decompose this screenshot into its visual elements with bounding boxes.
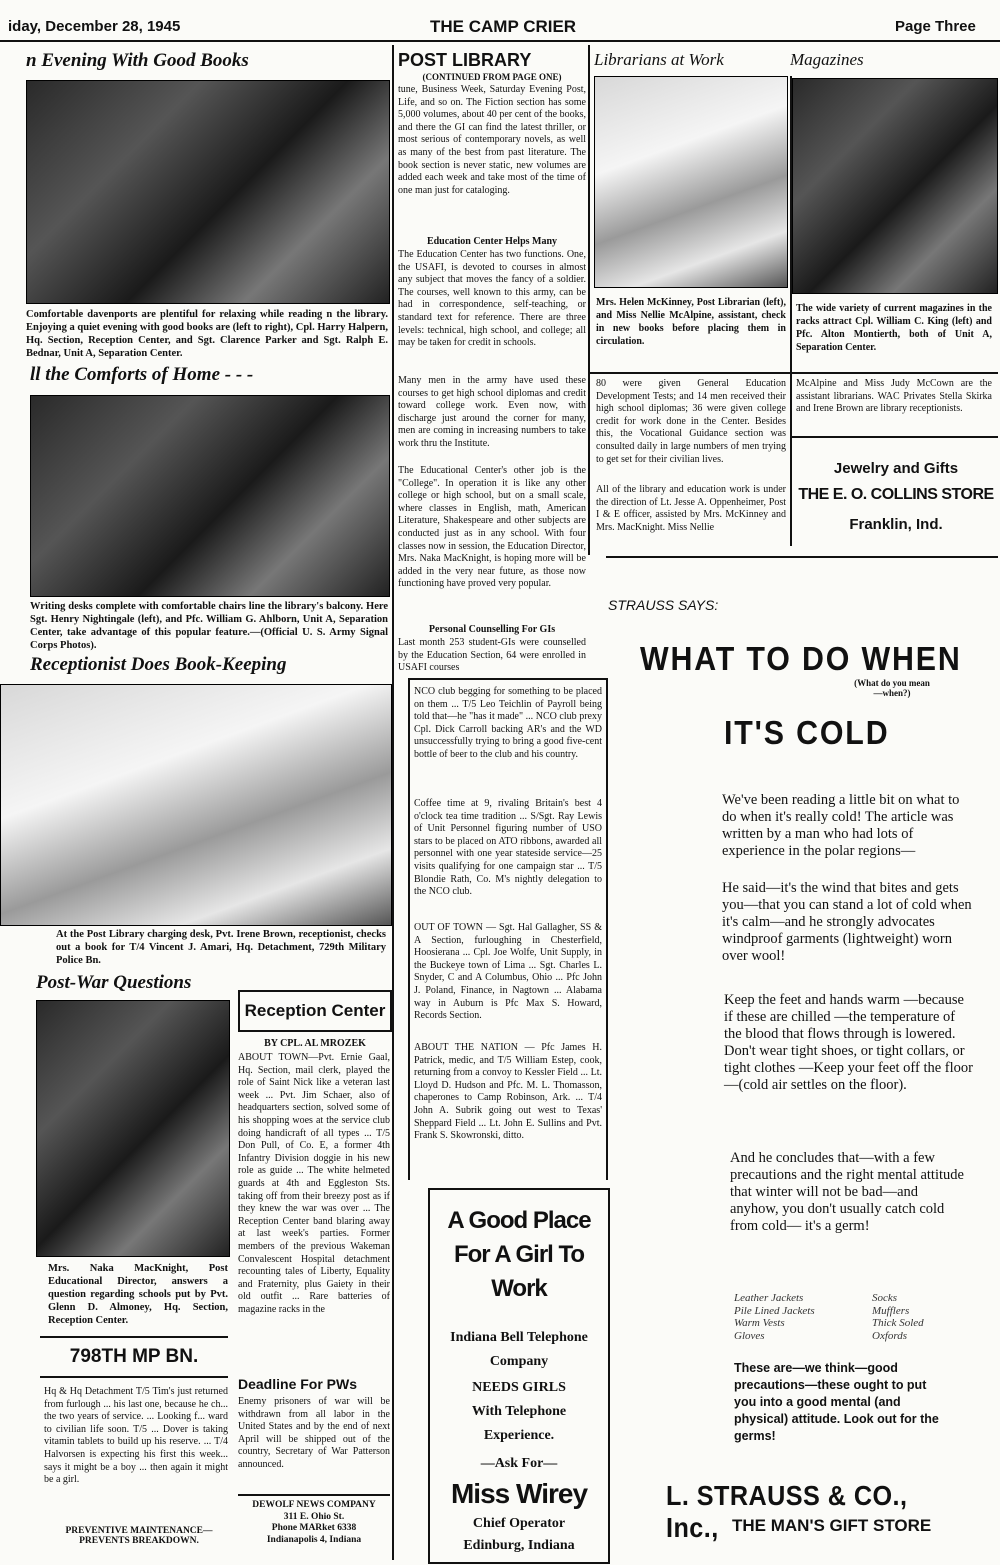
list-item: Pile Lined Jackets [734,1304,815,1317]
collins-location: Franklin, Ind. [849,516,943,533]
rule-dewolf [238,1494,390,1496]
rule-under-photos [590,372,998,374]
rule-collins-top [792,436,998,438]
rule-nco [408,678,608,680]
post-library-head: POST LIBRARY [398,50,532,70]
list-item: Thick Soled [872,1317,924,1329]
strauss-tagline: THE MAN'S GIFT STORE [732,1516,932,1535]
strauss-says: STRAUSS SAYS: [608,597,719,613]
column-rule-1 [392,45,394,1560]
list-item: Socks [872,1292,898,1304]
bell-contact-role: Chief Operator [472,1516,566,1531]
library-para-1: tune, Business Week, Saturday Evening Post, Life, and so on. The Fiction section has some 5,000 volumes, about 40 per cent of the books, and there the GI can find the latest thriller, or most serious of contemporary novels, as well as many of the best from past literature. The book section is never static, new volumes are added each week and take most of the time of one man just for cataloging. [398,84,586,196]
strauss-aside: (What do you mean—when?) [854,678,930,698]
strauss-list-right [872,1292,962,1342]
reception-center-body: ABOUT TOWN—Pvt. Ernie Gaal, Hq. Section, mail clerk, played the role of Saint Nick like a veteran last week ... Pvt. Jim Schaer, also of headquarters section, solved some of his shopping woes at the service club doing handicraft of all types ... T/5 Don Pull, of Co. E, a former 4th Infantry Division doggie in his new role as guide ... The white helmeted guards at 4th and Eggleston Sts. taking off from their breezy post as if they knew the war was over ... The Reception Center band blaring away at last week's parties. Former members of the previous Wakeman Convalescent Hospital detachment recounting tales of Liberty, Equality and Fraternity, plus Gaiety in their old outfit ... Rare batteries of magazine racks in the [238,1052,390,1315]
nco-club-para: NCO club begging for something to be placed on them ... T/5 Leo Teichlin of Payroll being told that—he "has it made" ... NCO club prexy Cpl. Dick Carroll backing AR's and the WD unsuccessfully trying to bring a good five-cent bottle of beer to the club and his country. [414,686,602,760]
library-para-2: The Education Center has two functions. One, the USAFI, is devoted to courses in almost any subject that moves the fancy of a soldier. The courses, well known to this army, can be had in correspondence, self-teaching, or standard text for reference. There are three levels: technical, high school, and college; all may be taken for credit in schools. [398,249,586,349]
strauss-para-4: And he concludes that—with a few precautions and the right mental attitude that winter will not be bad—and anyhow, you don't usually catch cold from cold— it's a germ! [730,1150,964,1234]
photo-education-director [36,1000,230,1257]
bell-contact-name: Miss Wirey [450,1478,588,1509]
caption-education-director: Mrs. Naka MacKnight, Post Educational Director, answers a question regarding schools put by Pvt. Glenn D. Almoney, Hq. Section, Reception Center. [48,1263,228,1326]
coffee-time-para: Coffee time at 9, rivaling Britain's best 4 o'clock tea time tradition ... S/Sgt. Ray Lewis of Unit Personnel figuring number of USO stars to be placed on ATO ribbons, awarded all personnel with one year stateside service—25 visits qualifying for one campaign star ... T/5 Blondie Rath, Co. M's nightly delegation to the NCO club. [414,798,602,898]
caption-magazines: The wide variety of current magazines in the racks attract Cpl. William C. King (left) and Pfc. Alton Montierth, both of Unit A, Separation Center. [796,303,992,353]
page-number: Page Three [895,18,976,35]
mp-battalion-body: Hq & Hq Detachment T/5 Tim's just returned from furlough ... his last one, because he ch... the two years of service. ... Looking f... ward to civilian life soon. T/5 ... Dover is taking vitamin tablets to build up his reserve. ... T/4 Halvorsen is expecting his first this week... says it might be a boy ... then again it might be a girl. [44,1386,228,1486]
list-item: Leather Jackets [734,1292,804,1304]
mp-footer: PREVENTIVE MAINTENANCE— PREVENTS BREAKDOWN. [65,1526,213,1546]
library-para-7: All of the library and education work is under the direction of Lt. Jesse A. Oppenheimer, Post I & E officer, assisted by Mrs. McKinney and Mrs. MacKnight. Miss Nellie [596,484,786,533]
library-para-5: Last month 253 student-GIs were counselled by the Education Section, 64 were enrolled in USAFI courses [398,637,586,674]
education-center-sub: Education Center Helps Many [426,236,558,247]
bell-headline: A Good Place For A Girl To Work [447,1207,591,1302]
strauss-para-3: Keep the feet and hands warm —because if these are chilled —the temperature of the blood that flows through is lowered. Don't wear tight shoes, or tight collars, or tight clothes —Keep your feet off the floor —(cold air settles on the floor). [724,992,973,1093]
strauss-headline-2: IT'S COLD [724,714,890,751]
strauss-para-2: He said—it's the wind that bites and gets you—that you can stand a lot of cold when it's calm—and he strongly advocates windproof garments (lightweight) worn over wool! [722,880,972,964]
photo-magazines [792,78,998,294]
dewolf-phone: Phone MARket 6338 [271,1523,357,1533]
caption-librarians: Mrs. Helen McKinney, Post Librarian (left), and Miss Nellie McAlpine, assistant, check in new books before placing them in circulation. [596,297,786,347]
photo-readers [26,80,390,304]
dewolf-name: DEWOLF NEWS COMPANY [252,1500,376,1510]
rule-mp-2 [40,1376,228,1378]
column-rule-3 [790,76,792,546]
strauss-list-left [734,1292,854,1342]
issue-date: iday, December 28, 1945 [8,18,181,35]
about-the-nation-para: ABOUT THE NATION — Pfc James H. Patrick, medic, and T/5 William Estep, cook, returning from a convoy to Kessler Field ... Lt. Lloyd D. Hudson and Pfc. M. L. Thomasson, chaperones to Camp Robinson, Ark. ... T/4 John A. Subrik going out west to Texas' Sheppard Field ... Lt. John E. Sullins and Pvt. Frank S. Skowronski, ditto. [414,1042,602,1142]
reception-center-head: Reception Center [244,1001,386,1020]
bell-needs: NEEDS GIRLS [472,1380,566,1395]
dewolf-ad [238,1500,390,1546]
mp-battalion-head: 798TH MP BN. [69,1346,199,1367]
library-para-8: McAlpine and Miss Judy McCown are the assistant librarians. WAC Privates Stella Skirka and Irene Brown are library receptionists. [796,378,992,415]
newspaper-title: THE CAMP CRIER [430,17,577,36]
bell-with: With Telephone Experience. [471,1404,567,1443]
column-rule-inner-right [606,678,608,1180]
list-item: Gloves [734,1329,765,1342]
headline-receptionist: Receptionist Does Book-Keeping [30,654,287,675]
dewolf-street: 311 E. Ohio St. [283,1511,345,1522]
bell-company: Indiana Bell Telephone Company [450,1330,588,1369]
caption-writing-desks: Writing desks complete with comfortable chairs line the library's balcony. Here Sgt. Henry Nightingale (left), and Pfc. William G. Ahlborn, Unit A, Separation Center, take advantage of this popular feature.—(Official U. S. Army Signal Corps Photos). [30,601,388,651]
reception-center-headbox [238,990,392,1032]
bell-ask: —Ask For— [480,1456,558,1471]
list-item: Mufflers [872,1304,910,1317]
column-rule-inner-left [408,678,410,1180]
headline-evening-books: n Evening With Good Books [26,50,249,71]
column-rule-2 [588,45,590,555]
collins-store-name: THE E. O. COLLINS STORE [798,486,994,503]
photo-charging-desk [0,684,392,926]
photo-librarians [594,76,788,288]
collins-line-1: Jewelry and Gifts [833,460,959,477]
headline-librarians: Librarians at Work [594,50,724,69]
strauss-para-1: We've been reading a little bit on what to do when it's really cold! The article was written by a man who had lots of experience in the polar regions— [722,792,960,859]
headline-post-war: Post-War Questions [36,972,192,993]
rule-strauss-top [606,556,998,558]
list-item: Warm Vests [734,1317,785,1329]
dewolf-city: Indianapolis 4, Indiana [266,1534,362,1545]
headline-comforts: ll the Comforts of Home - - - [30,364,254,385]
strauss-store-name: L. STRAUSS & CO., Inc., [666,1480,908,1543]
caption-readers: Comfortable davenports are plentiful for relaxing while reading n the library. Enjoying a quiet evening with good books are (left to right), Cpl. Harry Halpern, Hq. Section, Reception Center, and Sgt. Clarence Parker and Sgt. Ralph E. Bednar, Unit A, Separation Center. [26,309,388,359]
list-item: Oxfords [872,1329,908,1342]
deadline-head: Deadline For PWs [238,1376,358,1392]
rule-mp [40,1336,228,1338]
library-para-6: 80 were given General Education Development Tests; and 14 men received their high school diplomas; 36 were given college credit for work done in the Center. Besides this, the Vocational Guidance section was consulted daily in large numbers of men trying to get set for their civilian lives. [596,378,786,465]
photo-writing-desks [30,395,390,597]
headline-magazines: Magazines [790,50,864,69]
out-of-town-para: OUT OF TOWN — Sgt. Hal Gallagher, SS & A Section, furloughing in Chesterfield, Hoosierana ... Cpl. Joe Wolfe, Unit Supply, in the Buckeye town of Lima ... Sgt. Charles L. Snyder, C and A Columbus, Ohio ... Pfc John J. Poland, Finance, in Nagtown ... Alabama way in Auburn is Pfc Max S. Howard, Records Section. [414,922,602,1022]
library-para-4: The Educational Center's other job is the "College". In operation it is like any other college or high school, but on a small scale, where classes in English, math, American Literature, Shakespeare and other subjects are conducted just as in any school. With four classes now in session, the Education Director, Mrs. Naka MacKnight, is hoping more will be added in the very near future, as those now functioning have proved very popular. [398,465,586,590]
bell-contact-place: Edinburg, Indiana [463,1538,575,1553]
strauss-para-5: These are—we think—good precautions—these ought to put you into a good mental (and physical) attitude. Look out for the germs! [734,1361,939,1443]
reception-center-byline: BY CPL. AL MROZEK [264,1038,366,1049]
caption-charging-desk: At the Post Library charging desk, Pvt. Irene Brown, receptionist, checks out a book for T/4 Vincent J. Amari, Hq. Detachment, 729th Military Police Bn. [56,929,386,966]
masthead-rule [0,40,1000,42]
deadline-body: Enemy prisoners of war will be withdrawn from all labor in the United States and by the end of next April will be shipped out of the country, Secretary of War Patterson announced. [238,1396,390,1470]
library-para-3: Many men in the army have used these courses to get high school diplomas and credit toward college work. Even now, with discharge just around the corner for many, men are coming in increasing numbers to take work thru the Institute. [398,375,586,449]
bell-ad [428,1188,610,1564]
continued-from: (CONTINUED FROM PAGE ONE) [422,72,562,82]
counselling-sub: Personal Counselling For GIs [428,624,556,635]
strauss-headline-1: WHAT TO DO WHEN [640,640,962,677]
